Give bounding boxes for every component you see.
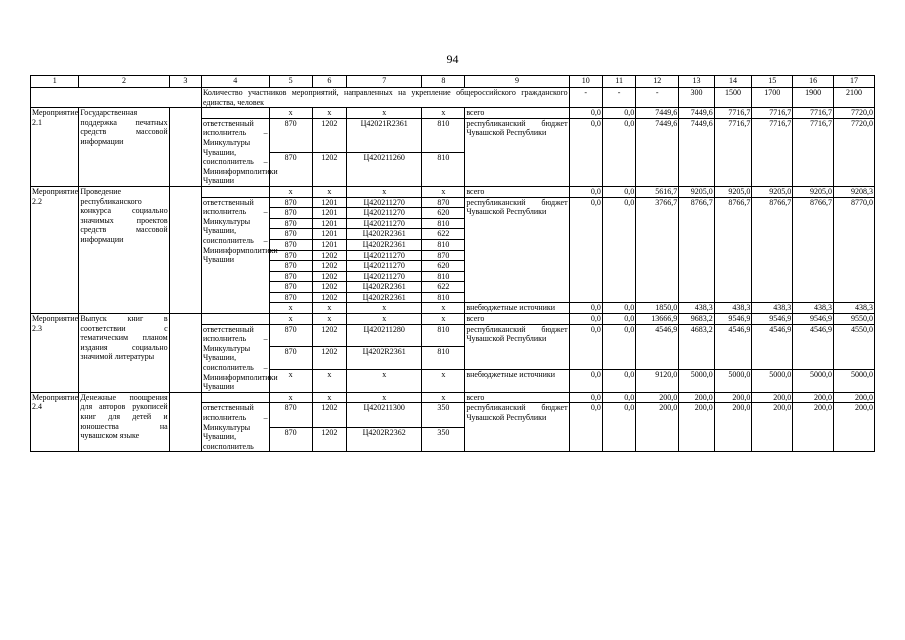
funding-source: всего <box>465 392 569 403</box>
funding-value: 200,0 <box>793 403 834 452</box>
indicator-value: 1900 <box>793 88 834 108</box>
executor-top-cell <box>201 314 269 325</box>
column-number: 8 <box>422 76 465 88</box>
executor-top-cell <box>201 186 269 197</box>
vr-code: 350 <box>422 427 465 451</box>
csr-code: Ц4202R2361 <box>347 347 422 370</box>
measure-description: Денежные поощрения для авторов рукописей книг для детей и юношества на чувашском языке <box>79 392 169 452</box>
measure-row <box>31 314 875 325</box>
funding-value: 7716,7 <box>752 108 793 119</box>
vr-code: x <box>422 314 465 325</box>
funding-value: 8766,7 <box>793 197 834 303</box>
indicator-value: - <box>569 88 602 108</box>
grbs-code: 870 <box>269 229 312 240</box>
csr-code: x <box>347 186 422 197</box>
measure-name: Мероприятие 2.2 <box>31 186 79 313</box>
funding-value: 0,0 <box>602 108 635 119</box>
column-number: 14 <box>714 76 752 88</box>
funding-value: 4546,9 <box>714 324 752 369</box>
rzpr-code: 1202 <box>312 271 346 282</box>
vr-code: x <box>422 370 465 393</box>
csr-code: x <box>347 392 422 403</box>
funding-value: 7449,6 <box>636 118 679 186</box>
executor: ответственный исполнитель – Минкультуры Чувашии, соисполнитель – Мининформполитики Чувашии <box>202 118 278 186</box>
grbs-code: 870 <box>269 324 312 347</box>
vr-code: 810 <box>422 271 465 282</box>
rzpr-code: 1202 <box>312 347 346 370</box>
column-number: 13 <box>679 76 714 88</box>
funding-value: 4683,2 <box>679 324 714 369</box>
funding-value: 0,0 <box>569 370 602 393</box>
vr-code: 810 <box>422 118 465 152</box>
vr-code: 870 <box>422 197 465 208</box>
csr-code: x <box>347 314 422 325</box>
funding-source: внебюджетные источники <box>465 370 569 393</box>
column-number-row <box>31 76 875 88</box>
funding-source: республиканский бюджет Чувашской Республики <box>465 118 569 186</box>
budget-table <box>30 75 875 452</box>
funding-value: 7720,0 <box>834 118 875 186</box>
rzpr-code: 1202 <box>312 152 346 186</box>
executor-top-cell <box>201 108 269 119</box>
grbs-code: x <box>269 108 312 119</box>
grbs-code: 870 <box>269 261 312 272</box>
indicator-value: - <box>602 88 635 108</box>
funding-value: 0,0 <box>602 370 635 393</box>
grbs-code: 870 <box>269 218 312 229</box>
funding-value: 5000,0 <box>679 370 714 393</box>
grbs-code: 870 <box>269 250 312 261</box>
funding-value: 4550,0 <box>834 324 875 369</box>
grbs-code: 870 <box>269 347 312 370</box>
measure-name: Мероприятие 2.4 <box>31 392 79 452</box>
funding-value: 438,3 <box>834 303 875 314</box>
grbs-code: x <box>269 303 312 314</box>
funding-source: всего <box>465 186 569 197</box>
funding-value: 200,0 <box>793 392 834 403</box>
grbs-code: 870 <box>269 197 312 208</box>
funding-value: 4546,9 <box>793 324 834 369</box>
measure-description: Выпуск книг в соответствии с тематическим планом издания социально значимой литературы <box>79 314 169 393</box>
funding-value: 8770,0 <box>834 197 875 303</box>
funding-value: 200,0 <box>752 403 793 452</box>
rzpr-code: x <box>312 314 346 325</box>
vr-code: 620 <box>422 261 465 272</box>
funding-value: 0,0 <box>569 303 602 314</box>
rzpr-code: 1201 <box>312 239 346 250</box>
rzpr-code: 1202 <box>312 250 346 261</box>
empty-cell <box>169 392 201 452</box>
executor: ответственный исполнитель – Минкультуры Чувашии, соисполнитель – Мининформполитики Чувашии <box>201 197 269 314</box>
measure-row <box>31 392 875 403</box>
vr-code: 620 <box>422 208 465 219</box>
indicator-value: 2100 <box>834 88 875 108</box>
funding-value: 0,0 <box>602 197 635 303</box>
csr-code: x <box>347 303 422 314</box>
rzpr-code: 1201 <box>312 229 346 240</box>
indicator-label: Количество участников мероприятий, направленных на укрепление общероссийского гражданского единства, человек <box>202 88 568 107</box>
rzpr-code: 1202 <box>312 427 346 451</box>
funding-value: 200,0 <box>636 392 679 403</box>
funding-value: 0,0 <box>569 324 602 369</box>
indicator-empty-cell <box>31 88 202 108</box>
funding-value: 5000,0 <box>834 370 875 393</box>
funding-value: 7449,6 <box>679 108 714 119</box>
funding-value: 4546,9 <box>636 324 679 369</box>
measure-name: Мероприятие 2.3 <box>31 314 79 393</box>
funding-value: 8766,7 <box>752 197 793 303</box>
csr-code: Ц420211280 <box>347 324 422 347</box>
funding-value: 0,0 <box>569 186 602 197</box>
rzpr-code: x <box>312 392 346 403</box>
vr-code: x <box>422 186 465 197</box>
column-number: 10 <box>569 76 602 88</box>
funding-value: 9205,0 <box>714 186 752 197</box>
grbs-code: 870 <box>269 208 312 219</box>
funding-value: 200,0 <box>714 403 752 452</box>
csr-code: Ц4202R2361 <box>347 229 422 240</box>
funding-value: 0,0 <box>569 392 602 403</box>
column-number: 1 <box>31 76 79 88</box>
funding-value: 0,0 <box>602 303 635 314</box>
vr-code: 810 <box>422 324 465 347</box>
funding-value: 7716,7 <box>752 118 793 186</box>
grbs-code: 870 <box>269 118 312 152</box>
column-number: 15 <box>752 76 793 88</box>
column-number: 4 <box>201 76 269 88</box>
funding-value: 4546,9 <box>752 324 793 369</box>
vr-code: 622 <box>422 282 465 293</box>
funding-value: 9208,3 <box>834 186 875 197</box>
measure-description: Государственная поддержка печатных средств массовой информации <box>79 108 169 187</box>
grbs-code: 870 <box>269 292 312 303</box>
rzpr-code: 1202 <box>312 261 346 272</box>
grbs-code: 870 <box>269 282 312 293</box>
rzpr-code: 1202 <box>312 292 346 303</box>
vr-code: 810 <box>422 239 465 250</box>
rzpr-code: x <box>312 303 346 314</box>
funding-source: внебюджетные источники <box>465 303 569 314</box>
indicator-value: 300 <box>679 88 714 108</box>
csr-code: Ц420211260 <box>347 152 422 186</box>
funding-value: 7720,0 <box>834 108 875 119</box>
column-number: 2 <box>79 76 169 88</box>
indicator-value: - <box>636 88 679 108</box>
rzpr-code: 1201 <box>312 208 346 219</box>
column-number: 17 <box>834 76 875 88</box>
funding-value: 13666,9 <box>636 314 679 325</box>
funding-value: 1850,0 <box>636 303 679 314</box>
funding-source: республиканский бюджет Чувашской Республики <box>465 197 569 303</box>
csr-code: Ц4202R2361 <box>347 292 422 303</box>
funding-value: 5000,0 <box>714 370 752 393</box>
csr-code: Ц4202R2361 <box>347 239 422 250</box>
csr-code: Ц420211270 <box>347 218 422 229</box>
funding-value: 9205,0 <box>793 186 834 197</box>
csr-code: x <box>347 108 422 119</box>
funding-value: 200,0 <box>834 392 875 403</box>
funding-value: 9546,9 <box>793 314 834 325</box>
grbs-code: 870 <box>269 271 312 282</box>
vr-code: x <box>422 303 465 314</box>
funding-value: 9683,2 <box>679 314 714 325</box>
funding-value: 438,3 <box>679 303 714 314</box>
funding-source: всего <box>465 314 569 325</box>
executor: ответственный исполнитель – Минкультуры Чувашии, соисполнитель – Мининформполитики Чувашии <box>202 324 278 392</box>
funding-value: 0,0 <box>569 197 602 303</box>
funding-value: 5000,0 <box>793 370 834 393</box>
rzpr-code: 1202 <box>312 118 346 152</box>
funding-value: 200,0 <box>679 403 714 452</box>
executor: ответственный исполнитель – Минкультуры Чувашии, соисполнитель <box>202 403 268 451</box>
grbs-code: 870 <box>269 427 312 451</box>
funding-source: республиканский бюджет Чувашской Республики <box>465 324 569 369</box>
measure-name: Мероприятие 2.1 <box>31 108 79 187</box>
csr-code: Ц420211300 <box>347 403 422 427</box>
column-number: 5 <box>269 76 312 88</box>
vr-code: 810 <box>422 347 465 370</box>
funding-value: 9550,0 <box>834 314 875 325</box>
funding-value: 5000,0 <box>752 370 793 393</box>
funding-value: 8766,7 <box>679 197 714 303</box>
funding-value: 438,3 <box>793 303 834 314</box>
grbs-code: x <box>269 392 312 403</box>
vr-code: 350 <box>422 403 465 427</box>
column-number: 9 <box>465 76 569 88</box>
funding-value: 7449,6 <box>679 118 714 186</box>
funding-value: 200,0 <box>679 392 714 403</box>
funding-value: 3766,7 <box>636 197 679 303</box>
csr-code: Ц42021R2361 <box>347 118 422 152</box>
funding-value: 9120,0 <box>636 370 679 393</box>
grbs-code: x <box>269 314 312 325</box>
funding-value: 7716,7 <box>793 108 834 119</box>
funding-value: 0,0 <box>602 392 635 403</box>
csr-code: Ц420211270 <box>347 250 422 261</box>
grbs-code: x <box>269 186 312 197</box>
vr-code: 870 <box>422 250 465 261</box>
funding-value: 7716,7 <box>714 118 752 186</box>
funding-source: всего <box>465 108 569 119</box>
funding-value: 200,0 <box>834 403 875 452</box>
rzpr-code: 1202 <box>312 403 346 427</box>
csr-code: Ц4202R2362 <box>347 427 422 451</box>
csr-code: Ц4202R2361 <box>347 282 422 293</box>
csr-code: Ц420211270 <box>347 271 422 282</box>
funding-value: 0,0 <box>602 314 635 325</box>
csr-code: Ц420211270 <box>347 208 422 219</box>
funding-value: 7716,7 <box>714 108 752 119</box>
funding-value: 438,3 <box>714 303 752 314</box>
funding-value: 0,0 <box>569 108 602 119</box>
funding-value: 9546,9 <box>752 314 793 325</box>
funding-value: 0,0 <box>602 118 635 186</box>
vr-code: 622 <box>422 229 465 240</box>
empty-cell <box>169 186 201 313</box>
column-number: 6 <box>312 76 346 88</box>
vr-code: x <box>422 392 465 403</box>
funding-value: 0,0 <box>569 403 602 452</box>
rzpr-code: 1202 <box>312 282 346 293</box>
column-number: 11 <box>602 76 635 88</box>
funding-value: 7449,6 <box>636 108 679 119</box>
csr-code: x <box>347 370 422 393</box>
column-number: 12 <box>636 76 679 88</box>
grbs-code: 870 <box>269 152 312 186</box>
measure-row <box>31 186 875 197</box>
indicator-row <box>31 88 875 108</box>
funding-value: 200,0 <box>714 392 752 403</box>
rzpr-code: 1202 <box>312 324 346 347</box>
indicator-value: 1700 <box>752 88 793 108</box>
column-number: 16 <box>793 76 834 88</box>
vr-code: x <box>422 108 465 119</box>
grbs-code: 870 <box>269 239 312 250</box>
grbs-code: x <box>269 370 312 393</box>
funding-value: 9205,0 <box>752 186 793 197</box>
rzpr-code: x <box>312 108 346 119</box>
funding-value: 0,0 <box>602 324 635 369</box>
measure-row <box>31 108 875 119</box>
column-number: 3 <box>169 76 201 88</box>
rzpr-code: 1201 <box>312 197 346 208</box>
funding-value: 9205,0 <box>679 186 714 197</box>
vr-code: 810 <box>422 292 465 303</box>
measure-description: Проведение республиканского конкурса социально значимых проектов средств массовой информации <box>79 186 169 313</box>
csr-code: Ц420211270 <box>347 261 422 272</box>
funding-value: 438,3 <box>752 303 793 314</box>
funding-value: 0,0 <box>602 403 635 452</box>
page-number: 94 <box>446 52 459 66</box>
funding-value: 5616,7 <box>636 186 679 197</box>
funding-value: 8766,7 <box>714 197 752 303</box>
column-number: 7 <box>347 76 422 88</box>
funding-value: 0,0 <box>602 186 635 197</box>
funding-value: 0,0 <box>569 118 602 186</box>
rzpr-code: 1201 <box>312 218 346 229</box>
indicator-value: 1500 <box>714 88 752 108</box>
empty-cell <box>169 314 201 393</box>
csr-code: Ц420211270 <box>347 197 422 208</box>
funding-value: 9546,9 <box>714 314 752 325</box>
vr-code: 810 <box>422 152 465 186</box>
empty-cell <box>169 108 201 187</box>
funding-value: 200,0 <box>752 392 793 403</box>
vr-code: 810 <box>422 218 465 229</box>
funding-value: 7716,7 <box>793 118 834 186</box>
grbs-code: 870 <box>269 403 312 427</box>
funding-value: 200,0 <box>636 403 679 452</box>
funding-source: республиканский бюджет Чувашской Республики <box>465 403 569 452</box>
executor-top-cell <box>201 392 269 403</box>
rzpr-code: x <box>312 370 346 393</box>
table-body <box>31 76 875 452</box>
funding-value: 0,0 <box>569 314 602 325</box>
rzpr-code: x <box>312 186 346 197</box>
